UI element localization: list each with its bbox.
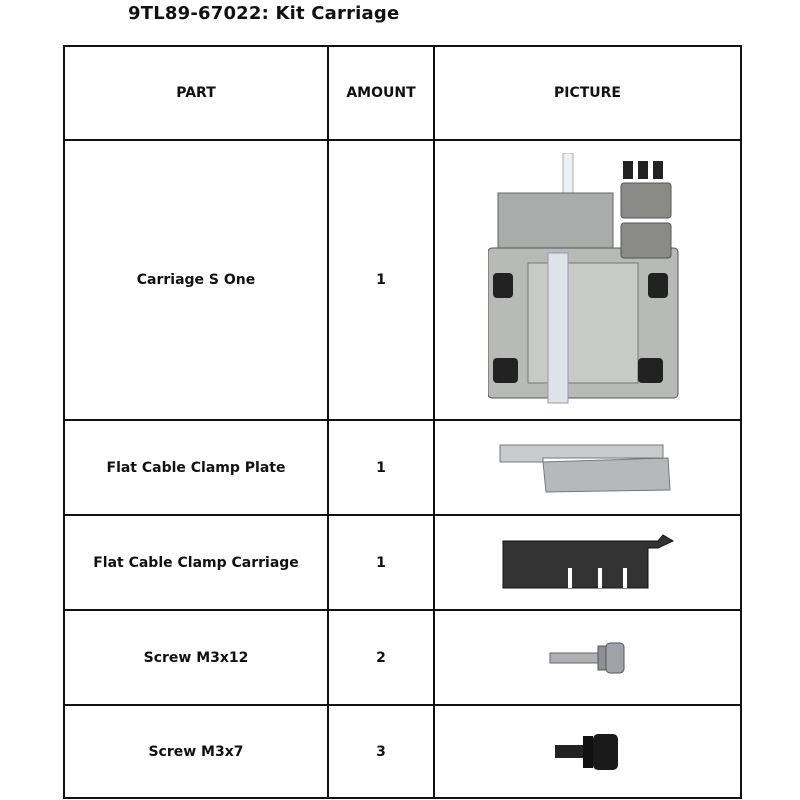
part-picture: [434, 515, 741, 610]
table-row: [64, 515, 741, 610]
table-row: [64, 140, 741, 420]
header-amount: AMOUNT: [328, 46, 434, 140]
part-name: Flat Cable Clamp Carriage: [64, 515, 328, 610]
part-amount: 2: [328, 610, 434, 705]
table-header-row: [64, 46, 741, 140]
part-amount: 3: [328, 705, 434, 798]
part-picture: [434, 610, 741, 705]
part-name: Screw M3x7: [64, 705, 328, 798]
part-amount: 1: [328, 420, 434, 515]
part-amount: 1: [328, 515, 434, 610]
clamp-carriage-image: [498, 533, 678, 593]
table-row: [64, 705, 741, 798]
part-picture: [434, 705, 741, 798]
header-part: PART: [64, 46, 328, 140]
part-picture: [434, 420, 741, 515]
carriage-image: [488, 153, 688, 408]
document-title: 9TL89-67022: Kit Carriage: [128, 3, 400, 24]
screw-long-image: [548, 638, 628, 678]
parts-table: [63, 45, 742, 799]
header-picture: PICTURE: [434, 46, 741, 140]
part-amount: 1: [328, 140, 434, 420]
part-picture: [434, 140, 741, 420]
part-name: Carriage S One: [64, 140, 328, 420]
part-name: Flat Cable Clamp Plate: [64, 420, 328, 515]
table-row: [64, 420, 741, 515]
clamp-plate-image: [498, 440, 678, 495]
screw-short-image: [553, 730, 623, 774]
table-row: [64, 610, 741, 705]
part-name: Screw M3x12: [64, 610, 328, 705]
